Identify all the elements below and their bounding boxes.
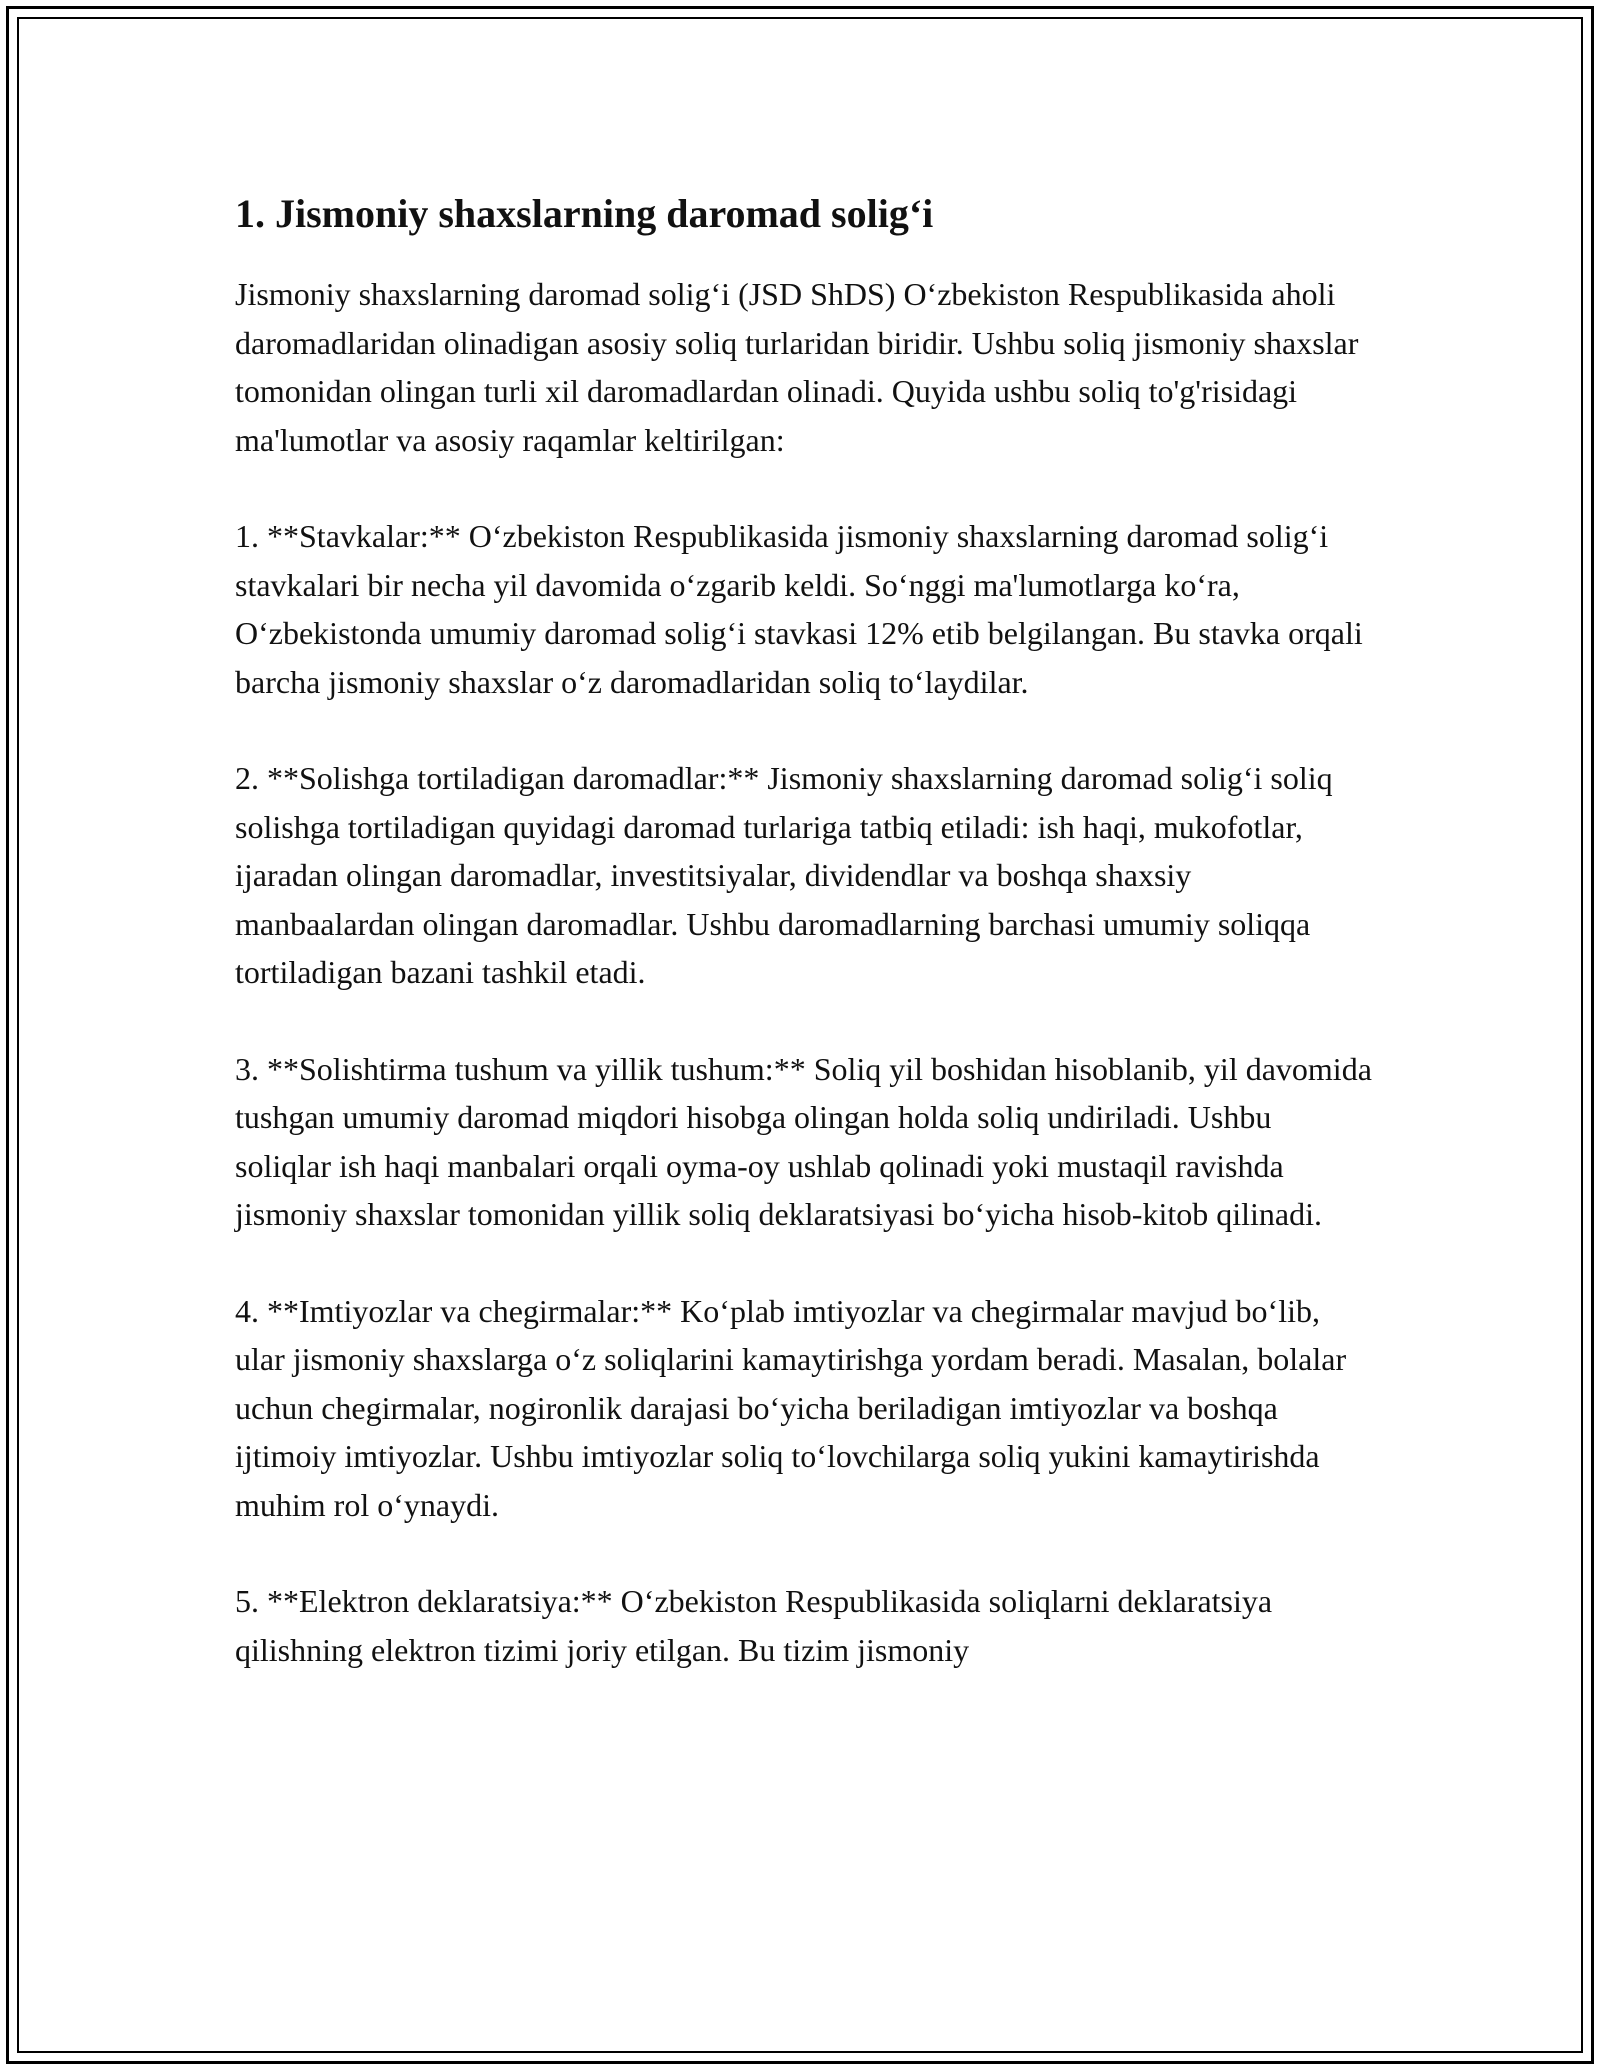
paragraph-solishga-tortiladigan-daromadlar: 2. **Solishga tortiladigan daromadlar:** Jismoniy shaxslarning daromad solig‘i soliq solishga tortiladigan quyidagi daromad turlariga tatbiq etiladi: ish haqi, mukofotlar, ijaradan olingan daromadlar, investitsiyalar, dividendlar va boshqa shaxsiy manbaalardan olingan daromadlar. Ushbu daromadlarning barchasi umumiy soliqqa tortiladigan bazani tashkil etadi. — [235, 760, 1333, 990]
paragraph-elektron-deklaratsiya: 5. **Elektron deklaratsiya:** O‘zbekiston Respublikasida soliqlarni deklaratsiya qilishning elektron tizimi joriy etilgan. Bu tizim jismoniy — [235, 1583, 1273, 1668]
paragraph-solishtirma-tushum: 3. **Solishtirma tushum va yillik tushum:** Soliq yil boshidan hisoblanib, yil davomida tushgan umumiy daromad miqdori hisobga olingan holda soliq undiriladi. Ushbu soliqlar ish haqi manbalari orqali oyma-oy ushlab qolinadi yoki mustaqil ravishda jismoniy shaxslar tomonidan yillik soliq deklaratsiyasi bo‘yicha hisob-kitob qilinadi. — [235, 1050, 1372, 1232]
intro-paragraph: Jismoniy shaxslarning daromad solig‘i (JSD ShDS) O‘zbekiston Respublikasida aholi daromadlaridan olinadigan asosiy soliq turlaridan biridir. Ushbu soliq jismoniy shaxslar tomonidan olingan turli xil daromadlardan olinadi. Quyida ushbu soliq to'g'risidagi ma'lumotlar va asosiy raqamlar keltirilgan: — [235, 276, 1359, 458]
paragraph-stavkalar: 1. **Stavkalar:** O‘zbekiston Respublikasida jismoniy shaxslarning daromad solig‘i stavkalari bir necha yil davomida o‘zgarib keldi. So‘nggi ma'lumotlarga ko‘ra, O‘zbekistonda umumiy daromad solig‘i stavkasi 12% etib belgilangan. Bu stavka orqali barcha jismoniy shaxslar o‘z daromadlaridan soliq to‘laydilar. — [235, 518, 1363, 700]
document-body — [235, 186, 1375, 1722]
paragraph-imtiyozlar: 4. **Imtiyozlar va chegirmalar:** Ko‘plab imtiyozlar va chegirmalar mavjud bo‘lib, ular jismoniy shaxslarga o‘z soliqlarini kamaytirishga yordam beradi. Masalan, bolalar uchun chegirmalar, nogironlik darajasi bo‘yicha beriladigan imtiyozlar va boshqa ijtimoiy imtiyozlar. Ushbu imtiyozlar soliq to‘lovchilarga soliq yukini kamaytirishda muhim rol o‘ynaydi. — [235, 1292, 1347, 1523]
section-heading: 1. Jismoniy shaxslarning daromad solig‘i — [235, 191, 934, 236]
